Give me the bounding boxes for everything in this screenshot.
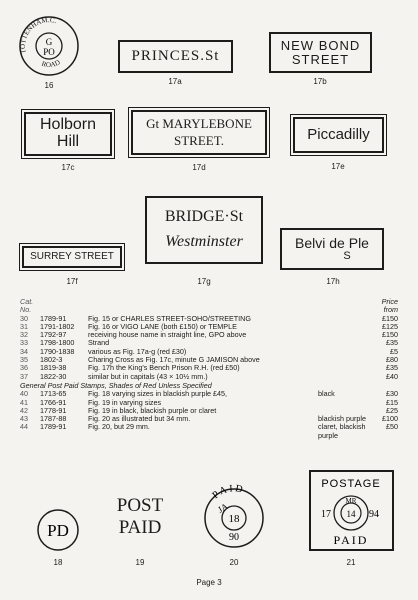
stamp-20 <box>203 472 265 552</box>
stamp-21 <box>309 470 394 551</box>
caption-19: 19 <box>135 558 145 567</box>
stamp-17h-line1: Belvi de Ple <box>295 234 369 251</box>
header-from: from <box>383 305 398 315</box>
table-row: 33 1798-1800 Strand £35 <box>20 338 398 348</box>
caption-17h: 17h <box>326 277 340 286</box>
caption-17c: 17c <box>61 163 75 172</box>
stamp-20-ja: JA <box>216 501 230 515</box>
stamp-17c <box>24 112 112 156</box>
table-row: 41 1766-91 Fig. 19 in varying sizes £15 <box>20 397 398 407</box>
stamp-17e-text: Piccadilly <box>307 126 370 144</box>
stamp-21-left: 17 <box>321 509 331 520</box>
stamp-19-line2: PAID <box>118 517 162 538</box>
caption-17a: 17a <box>168 77 182 86</box>
stamp-17g-line2: Westminster <box>165 233 243 250</box>
caption-21: 21 <box>346 558 356 567</box>
table-row: 37 1822-30 similar but in capitals (43 × 10½ mm.) £40 <box>20 371 398 381</box>
stamp-16-center-bottom: PO <box>43 47 55 57</box>
stamp-17a-text: PRINCES.St <box>131 47 220 64</box>
stamp-20-year: 90 <box>229 532 239 543</box>
table-row: 34 1790-1838 various as Fig. 17a-g (red £30) £5 <box>20 346 398 356</box>
table-row: 42 1778-91 Fig. 19 in black, blackish purple or claret £25 <box>20 405 398 415</box>
stamp-16 <box>18 15 80 77</box>
stamp-16-circle <box>18 15 80 77</box>
stamp-21-mr: MR <box>345 497 357 505</box>
caption-17d: 17d <box>192 163 206 172</box>
stamp-20-figure <box>203 472 265 552</box>
table-row: 40 1713-65 Fig. 18 varying sizes in blackish purple £45, black £30 <box>20 389 398 399</box>
stamp-17g <box>145 196 263 264</box>
stamp-17f-text: SURREY STREET <box>30 250 114 262</box>
caption-18: 18 <box>53 558 63 567</box>
stamp-19-line1: POST <box>116 495 164 516</box>
stamp-21-line1: POSTAGE <box>321 478 381 490</box>
table-row: 30 1789-91 Fig. 15 or CHARLES STREET-SOHO/STREETING £150 <box>20 313 398 323</box>
stamp-18 <box>36 508 80 552</box>
header-cat: Cat. <box>20 297 34 306</box>
stamp-20-top: PAID <box>210 483 246 502</box>
table-row: 44 1789-91 Fig. 20, but 29 mm. claret, blackish £50 <box>20 422 398 432</box>
stamp-19 <box>108 495 172 551</box>
header-no: No. <box>20 305 32 315</box>
caption-17f: 17f <box>66 277 78 286</box>
stamp-21-right: 94 <box>369 509 379 520</box>
svg-text:PAID <box>211 483 246 501</box>
caption-17b: 17b <box>313 77 327 86</box>
catalogue-table <box>20 298 398 440</box>
stamp-17b-line1: NEW BOND <box>280 37 361 53</box>
stamp-17h-line2: S <box>343 249 351 262</box>
header-price: Price <box>381 297 398 306</box>
table-row: 43 1787-88 Fig. 20 as illustrated but 34 mm. blackish purple £100 <box>20 414 398 424</box>
stamp-17e <box>293 117 384 153</box>
table-header-row2 <box>20 306 398 314</box>
table-row: 35 1802-3 Charing Cross as Fig. 17c, minute G JAMISON above £80 <box>20 355 398 365</box>
stamp-17d <box>131 110 267 155</box>
stamp-16-arc-top: TOTTENHAM.C. <box>18 16 58 55</box>
table-header-row1 <box>20 298 398 306</box>
table-row: 36 1819-38 Fig. 17h the King's Bench Prison R.H. (red £50) £35 <box>20 363 398 373</box>
section-title: General Post Paid Stamps, Shades of Red Unless Specified <box>20 380 212 390</box>
stamp-17h <box>280 228 384 270</box>
stamp-18-text: PD <box>47 521 69 540</box>
stamp-16-center-top: G <box>45 37 53 47</box>
caption-17g: 17g <box>197 277 211 286</box>
stamp-18-circle <box>36 508 80 552</box>
stamp-17g-line1: BRIDGE·St <box>164 208 244 226</box>
page-number: Page 3 <box>196 578 222 587</box>
stamp-17c-line2: Hill <box>56 133 80 150</box>
stamp-20-day: 18 <box>228 513 240 525</box>
table-row: 32 1792-97 receiving house name in straight line, GPO above £150 <box>20 330 398 340</box>
caption-20: 20 <box>229 558 239 567</box>
stamp-17d-line1: Gt MARYLEBONE <box>146 116 252 132</box>
stamp-21-line3: PAID <box>333 533 369 547</box>
stamp-21-figure <box>311 472 392 549</box>
stamp-17b <box>269 32 372 73</box>
svg-text:ROAD <box>41 58 62 69</box>
stamp-17f <box>22 246 122 268</box>
stamp-17a <box>118 40 233 73</box>
stamp-17d-line2: STREET. <box>174 133 224 148</box>
stamp-21-day: 14 <box>346 509 356 519</box>
table-row: 31 1791-1802 Fig. 16 or VIGO LANE (both £150) or TEMPLE £125 <box>20 321 398 331</box>
caption-17e: 17e <box>331 162 345 171</box>
stamp-17c-line1: Holborn <box>39 116 97 134</box>
table-row-continuation: purple <box>318 430 338 440</box>
caption-16: 16 <box>44 81 54 90</box>
stamp-16-arc-bottom: ROAD <box>40 58 62 69</box>
stamp-17b-line2: STREET <box>291 51 350 67</box>
